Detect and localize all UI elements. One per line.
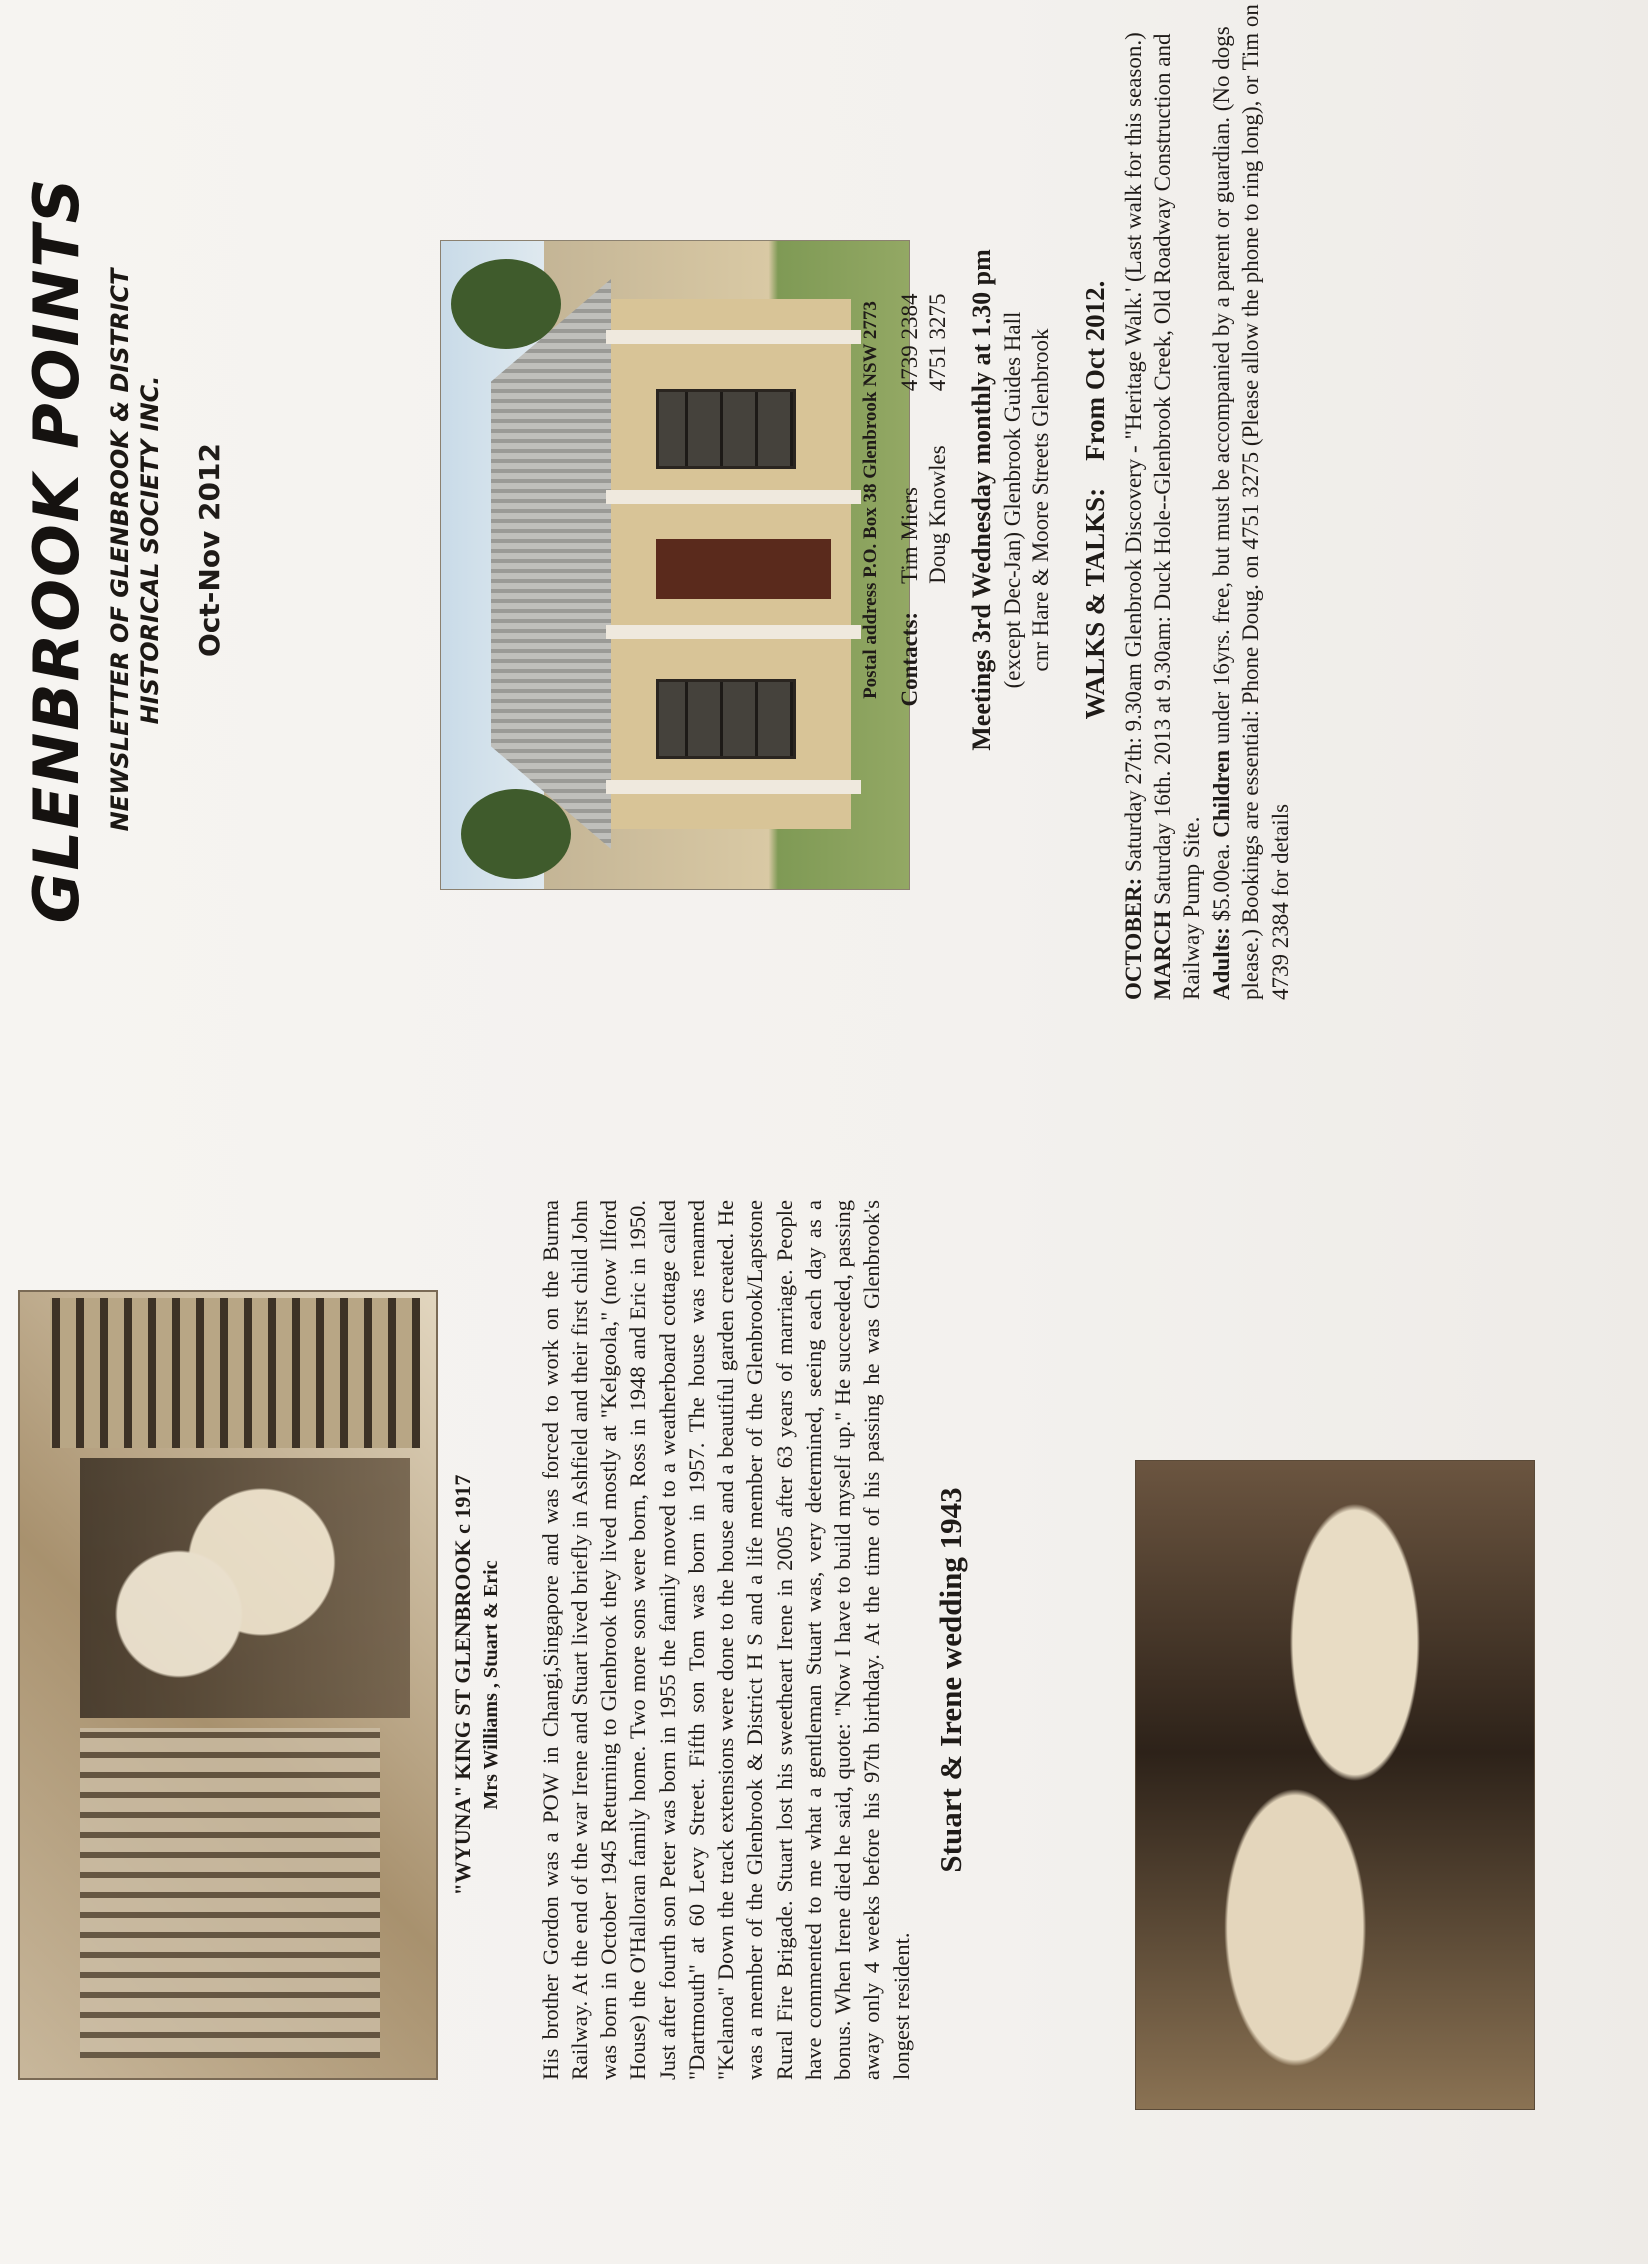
photo-window (656, 679, 796, 759)
newsletter-title: GLENBROOK POINTS (20, 176, 93, 924)
children-text: under 16yrs. free, but must be accompanied by a parent or guardian. (No dogs please.) Bookings are essential: Phone Doug. on 4751 3275 (Please allow the phone to ring long), or Tim on 4739 2384 for details (1208, 4, 1293, 1000)
masthead (20, 50, 226, 1050)
adults-text: $5.00ea. (1208, 843, 1234, 922)
contact-name: Tim Miers (897, 486, 922, 584)
walks-heading: WALKS & TALKS: From Oct 2012. (1080, 280, 1110, 720)
wedding-photo (1135, 1460, 1535, 2110)
subtitle-line-2: HISTORICAL SOCIETY INC. (136, 375, 164, 725)
october-text: Saturday 27th: 9.30am Glenbrook Discovery - "Heritage Walk.' (Last walk for this season.) (1120, 32, 1146, 872)
march-text: Saturday 16th. 2013 at 9.30am: Duck Hole--Glenbrook Creek, Old Roadway Construction and Railway Pump Site. (1149, 33, 1205, 1000)
contact-phone: 4739 2384 (897, 293, 922, 392)
photo-caption-title: "WYUNA" KING ST GLENBROOK c 1917 (450, 1474, 475, 1896)
photo-door (656, 539, 831, 599)
society-building-photo (440, 240, 910, 890)
photo-window (656, 389, 796, 469)
walk-fees (1207, 0, 1295, 1000)
photo-caption-people: Mrs Williams , Stuart & Eric (479, 1560, 502, 1810)
article-body: His brother Gordon was a POW in Changi,Singapore and was forced to work on the Burma Railway. At the end of the war Irene and Stuart lived briefly in Ashfield and their first child John was born in October 1945 Returning to Glenbrook they lived mostly at "Kelgoola," (now Ilford House) the O'Halloran family home. Two more sons were born, Ross in 1948 and Eric in 1950. Just after fourth son Peter was born in 1955 the family moved to a weatherboard cottage called "Dartmouth" at 60 Levy Street. Fifth son Tom was born in 1957. The house was renamed "Kelanoa" Down the track extensions were done to the house and a beautiful garden created. He was a member of the Glenbrook & District H S and a life member of the Glenbrook/Lapstone Rural Fire Brigade. Stuart lost his sweetheart Irene in 2005 after 63 years of marriage. People have commented to me what a gentleman Stuart was, very determined, seeing each day as a bonus. When Irene died he said, quote: "Now I have to build myself up." He succeeded, passing away only 4 weeks before his 97th birthday. At the time of his passing he was Glenbrook's longest resident. (537, 1200, 914, 2080)
meetings-block (966, 0, 1056, 1000)
issue-date: Oct-Nov 2012 (193, 443, 226, 658)
children-label: Children (1208, 749, 1234, 838)
walk-march (1148, 0, 1207, 1000)
photo-post (606, 330, 861, 344)
contact-row (924, 280, 952, 721)
photo-shed (50, 1298, 420, 1448)
subtitle-line-1: NEWSLETTER OF GLENBROOK & DISTRICT (106, 268, 134, 832)
meetings-title: Meetings 3rd Wednesday monthly at 1.30 pm (967, 249, 996, 751)
postal-address: Postal address P.O. Box 38 Glenbrook NSW 2773 (860, 301, 881, 699)
photo-caption (448, 1290, 505, 2080)
meetings-line: (except Dec-Jan) Glenbrook Guides Hall (999, 311, 1025, 689)
photo-tree (461, 789, 571, 879)
contacts-table (896, 280, 952, 721)
newsletter-subtitle (105, 50, 165, 1050)
photo-post (606, 625, 861, 639)
adults-label: Adults: (1208, 927, 1234, 1000)
october-label: OCTOBER: (1120, 877, 1146, 1000)
meetings-line: cnr Hare & Moore Streets Glenbrook (1028, 328, 1054, 672)
contacts-label: Contacts: (897, 611, 922, 707)
photo-family (80, 1458, 410, 1718)
photo-post (606, 780, 861, 794)
walks-block (1078, 0, 1295, 1000)
wedding-caption: Stuart & Irene wedding 1943 (933, 1487, 968, 1873)
info-panel (860, 0, 1380, 1000)
photo-roof (491, 279, 611, 849)
march-label: MARCH (1149, 910, 1175, 1000)
contact-name: Doug Knowles (925, 445, 950, 584)
contact-row (896, 280, 924, 721)
walk-october (1119, 0, 1148, 1000)
contact-phone: 4751 3275 (925, 293, 950, 392)
photo-fence (80, 1728, 380, 2058)
photo-tree (451, 259, 561, 349)
photo-post (606, 490, 861, 504)
wyuna-house-photo (18, 1290, 438, 2080)
